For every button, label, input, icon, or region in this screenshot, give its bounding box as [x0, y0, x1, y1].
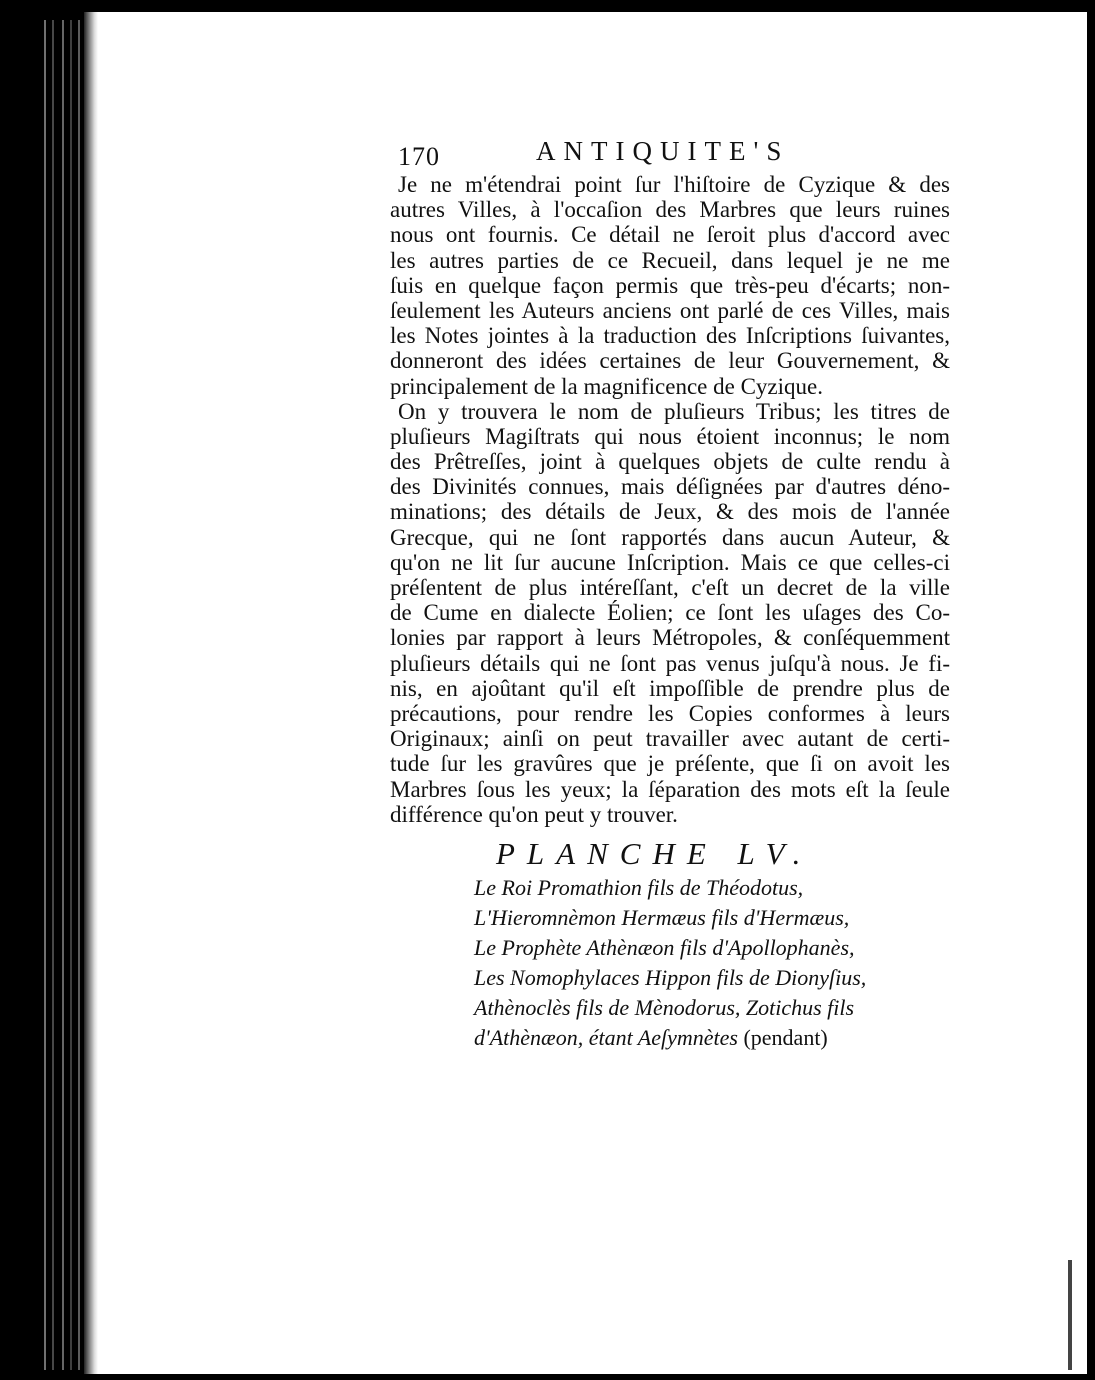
- page-number: 170: [398, 142, 440, 171]
- plate-line-upright: (pendant): [743, 1025, 828, 1050]
- text-line: Grecque, qui ne ſont rapportés dans aucun Auteur, &: [390, 524, 950, 550]
- text-line: Marbres ſous les yeux; la ſéparation des mots eſt la ſeule: [390, 776, 950, 802]
- text-line: Je ne m'étendrai point ſur l'hiſtoire de Cyzique & des: [398, 172, 950, 197]
- text-line: préſentent de plus intéreſſant, c'eſt un decret de la ville: [390, 575, 950, 600]
- text-line: nous ont fournis. Ce détail ne ſeroit plus d'accord avec: [390, 222, 950, 248]
- text-line: des Divinités connues, mais déſignées par d'autres déno-: [390, 474, 950, 500]
- text-line: principalement de la magnificence de Cyzique.: [390, 373, 823, 399]
- text-line: donneront des idées certaines de leur Gouvernement, &: [390, 348, 950, 374]
- plate-inscription-translation: [474, 873, 894, 1053]
- text-line: des Prêtreſſes, joint à quelques objets de culte rendu à: [390, 449, 950, 475]
- text-line: autres Villes, à l'occaſion des Marbres que leurs ruines: [390, 197, 950, 223]
- running-head: [398, 136, 838, 170]
- plate-line: L'Hieromnèmon Hermæus fils d'Hermæus,: [474, 905, 850, 930]
- page-gutter-edge: [84, 12, 98, 1374]
- text-line: minations; des détails de Jeux, & des mois de l'année: [390, 499, 950, 525]
- text-line: qu'on ne lit ſur aucune Inſcription. Mais ce que celles-ci: [390, 549, 950, 575]
- text-line: pluſieurs Magiſtrats qui nous étoient inconnus; le nom: [390, 423, 950, 449]
- text-line: précautions, pour rendre les Copies conformes à leurs: [390, 700, 950, 726]
- paragraph-2: [390, 399, 950, 827]
- binding-shadow: [40, 20, 90, 1370]
- body-text: [390, 172, 950, 827]
- text-line: Originaux; ainſi on peut travailler avec autant de certi-: [390, 726, 950, 752]
- text-line: les Notes jointes à la traduction des Inſcriptions ſuivantes,: [390, 323, 950, 349]
- plate-heading: PLANCHE LV.: [496, 836, 813, 871]
- paragraph-1: [390, 172, 950, 399]
- text-line: différence qu'on peut y trouver.: [390, 801, 678, 827]
- text-line: nis, en ajoûtant qu'il eſt impoſſible de prendre plus de: [390, 675, 950, 701]
- plate-line: Les Nomophylaces Hippon fils de Dionyſius,: [474, 965, 867, 990]
- text-line: ſeulement les Auteurs anciens ont parlé de ces Villes, mais: [390, 297, 950, 323]
- plate-line-last: [474, 1023, 894, 1053]
- text-line: pluſieurs détails qui ne ſont pas venus juſqu'à nous. Je fi-: [390, 650, 950, 676]
- running-title: ANTIQUITE'S: [536, 136, 790, 166]
- text-line: On y trouvera le nom de pluſieurs Tribus; les titres de: [398, 398, 950, 424]
- plate-line: Le Roi Promathion fils de Théodotus,: [474, 875, 804, 900]
- text-line: lonies par rapport à leurs Métropoles, & conſéquemment: [390, 625, 950, 651]
- text-line: de Cume en dialecte Éolien; ce ſont les uſages des Co-: [390, 600, 950, 626]
- plate-line: Athènoclès fils de Mènodorus, Zotichus fils: [474, 995, 855, 1020]
- plate-line-italic: d'Athènæon, étant Aeſymnètes: [474, 1025, 738, 1050]
- text-line: tude ſur les gravûres que je préſente, que ſi on avoit les: [390, 751, 950, 777]
- plate-line: Le Prophète Athènæon fils d'Apollophanès,: [474, 935, 855, 960]
- text-line: les autres parties de ce Recueil, dans lequel je ne me: [390, 247, 950, 273]
- text-line: ſuis en quelque façon permis que très-peu d'écarts; non-: [390, 272, 950, 298]
- page-fore-edge: [1068, 1260, 1072, 1370]
